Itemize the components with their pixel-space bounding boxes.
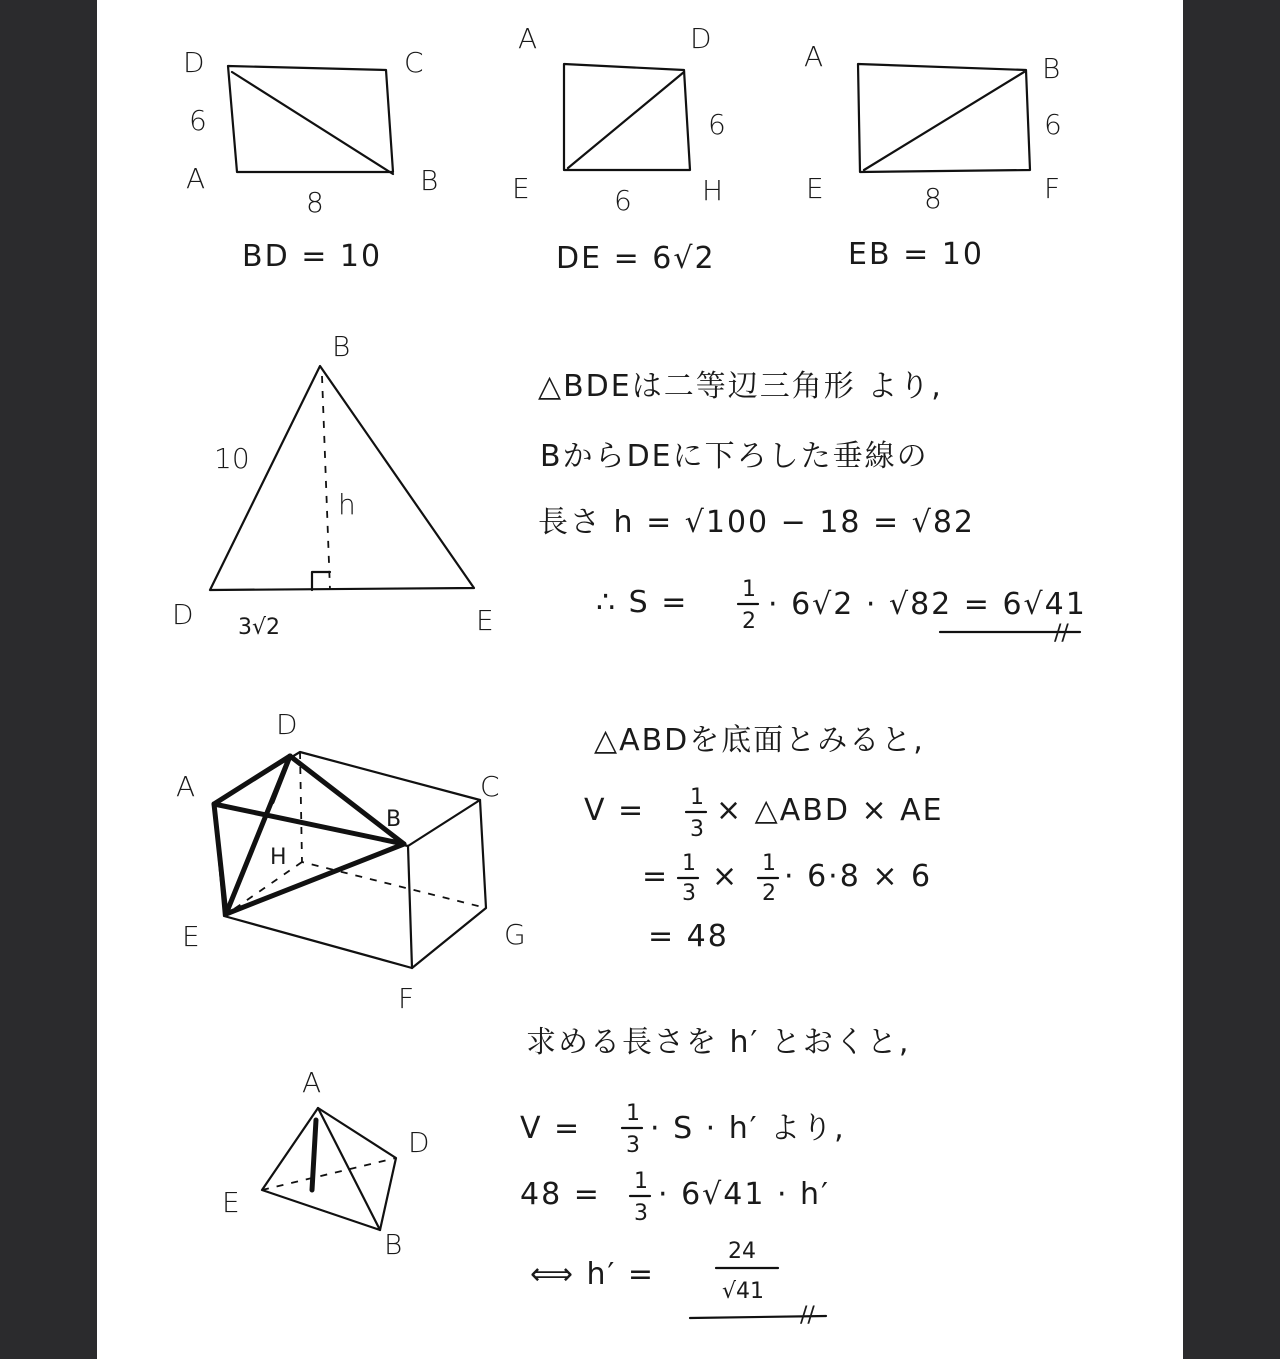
label-e: E <box>222 1186 240 1219</box>
label-side-10: 10 <box>214 442 250 475</box>
label-side-length: 6 <box>189 104 207 137</box>
label-a: A <box>804 40 824 73</box>
result-bd: BD = 10 <box>242 239 383 274</box>
fraction-numerator: 1 <box>742 577 756 602</box>
rectangle-adhe <box>512 22 726 276</box>
label-a: A <box>518 22 538 55</box>
text-times: × <box>712 859 740 894</box>
label-bottom-length: 6 <box>614 184 632 217</box>
text-volume-result: = 48 <box>648 919 729 954</box>
label-e: E <box>806 172 824 205</box>
text-v-prefix: V = <box>520 1111 582 1146</box>
fraction-numerator: 1 <box>634 1169 648 1194</box>
fraction-denominator: 3 <box>682 881 696 906</box>
fraction-denominator: 2 <box>742 609 756 634</box>
label-b: B <box>384 1228 403 1261</box>
label-e: E <box>182 920 200 953</box>
label-bottom-length: 8 <box>306 186 324 219</box>
fraction-numerator: 1 <box>762 851 776 876</box>
explanation-distance <box>520 1025 910 1328</box>
label-g: G <box>504 918 526 951</box>
label-bottom-length: 8 <box>924 182 942 215</box>
tetrahedron-abde <box>222 1066 430 1261</box>
text-eq-rest: · 6√41 · h′ <box>658 1177 830 1212</box>
fraction-numerator: 1 <box>626 1101 640 1126</box>
text-area-prefix: ∴ S = <box>596 585 689 620</box>
text-area-result: · 6√2 · √82 = 6√41 <box>768 587 1087 622</box>
label-side-length: 6 <box>708 108 726 141</box>
text-calc-rest: · 6·8 × 6 <box>784 859 933 894</box>
label-a: A <box>302 1066 322 1099</box>
fraction-denominator: 3 <box>634 1201 648 1226</box>
label-e: E <box>512 172 530 205</box>
label-side-length: 6 <box>1044 108 1062 141</box>
text-eq-prefix: 48 = <box>520 1177 601 1212</box>
label-f: F <box>1044 172 1061 205</box>
text-isosceles-statement: △BDEは二等辺三角形 より, <box>538 369 943 404</box>
fraction-denominator: 2 <box>762 881 776 906</box>
label-h: H <box>702 174 724 207</box>
text-volume-formula: × △ABD × AE <box>716 793 944 828</box>
fraction-numerator: 1 <box>682 851 696 876</box>
text-perpendicular: BからDEに下ろした垂線の <box>540 439 929 474</box>
fraction-denominator: 3 <box>626 1133 640 1158</box>
triangle-bde <box>172 330 494 640</box>
label-a: A <box>186 162 206 195</box>
label-d: D <box>183 46 205 79</box>
label-h: H <box>270 845 287 870</box>
label-d: D <box>690 22 712 55</box>
label-d: D <box>172 598 194 631</box>
rectangular-box <box>176 708 526 1015</box>
label-e: E <box>476 604 494 637</box>
text-define-h: 求める長さを h′ とおくと, <box>526 1025 911 1060</box>
label-b: B <box>1042 52 1061 85</box>
answer-mark: // <box>800 1303 815 1328</box>
fraction-numerator: 24 <box>728 1239 756 1264</box>
fraction-numerator: 1 <box>690 785 704 810</box>
label-a: A <box>176 770 196 803</box>
label-half-base: 3√2 <box>238 615 281 640</box>
label-height-h: h <box>338 488 356 521</box>
label-b: B <box>386 807 402 832</box>
label-c: C <box>480 770 500 803</box>
result-de: DE = 6√2 <box>556 241 716 276</box>
rectangle-abcd <box>183 46 438 274</box>
label-b: B <box>332 330 351 363</box>
text-height-value: 長さ h = √100 − 18 = √82 <box>538 505 976 540</box>
explanation-volume <box>584 723 944 954</box>
answer-mark: // <box>1054 621 1069 646</box>
label-b: B <box>420 164 439 197</box>
text-base-statement: △ABDを底面とみると, <box>594 723 925 758</box>
text-answer-prefix: ⟺ h′ = <box>530 1257 656 1292</box>
rectangle-abfe <box>804 40 1062 272</box>
fraction-denominator: √41 <box>722 1279 765 1304</box>
explanation-height <box>538 369 1087 646</box>
text-calc-prefix: = <box>642 859 670 894</box>
result-eb: EB = 10 <box>848 237 984 272</box>
label-f: F <box>398 982 415 1015</box>
text-v-formula: · S · h′ より, <box>650 1111 846 1146</box>
label-d: D <box>408 1126 430 1159</box>
fraction-denominator: 3 <box>690 817 704 842</box>
text-volume-prefix: V = <box>584 793 646 828</box>
label-c: C <box>404 46 424 79</box>
label-d: D <box>276 708 298 741</box>
